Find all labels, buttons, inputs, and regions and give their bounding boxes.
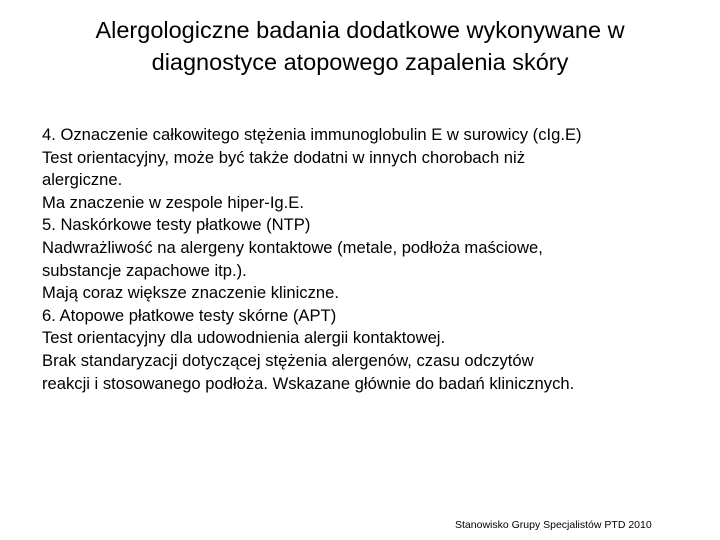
body-line: 4. Oznaczenie całkowitego stężenia immunoglobulin E w surowicy (cIg.E): [42, 125, 582, 144]
body-line: reakcji i stosowanego podłoża. Wskazane głównie do badań klinicznych.: [42, 373, 575, 393]
body-line: Test orientacyjny dla udowodnienia alergii kontaktowej.: [42, 328, 446, 348]
body-line: Brak standaryzacji dotyczącej stężenia alergenów, czasu odczytów: [42, 350, 534, 370]
body-line: Test orientacyjny, może być także dodatni w innych chorobach niż: [42, 147, 526, 167]
slide-title-line: diagnostyce atopowego zapalenia skóry: [151, 49, 569, 75]
body-line: 6. Atopowe płatkowe testy skórne (APT): [42, 305, 337, 325]
slide-footer: Stanowisko Grupy Specjalistów PTD 2010: [455, 519, 652, 531]
slide-title-line: Alergologiczne badania dodatkowe wykonywane w: [95, 17, 625, 43]
slide-body: [42, 124, 702, 395]
body-line: substancje zapachowe itp.).: [42, 260, 247, 280]
body-line: Mają coraz większe znaczenie kliniczne.: [42, 283, 339, 303]
body-line: Nadwrażliwość na alergeny kontaktowe (metale, podłoża maściowe,: [42, 237, 543, 257]
slide-title: [20, 14, 700, 78]
body-line: Ma znaczenie w zespole hiper-Ig.E.: [42, 192, 304, 212]
body-line: alergiczne.: [42, 170, 123, 190]
body-line: 5. Naskórkowe testy płatkowe (NTP): [42, 215, 311, 235]
